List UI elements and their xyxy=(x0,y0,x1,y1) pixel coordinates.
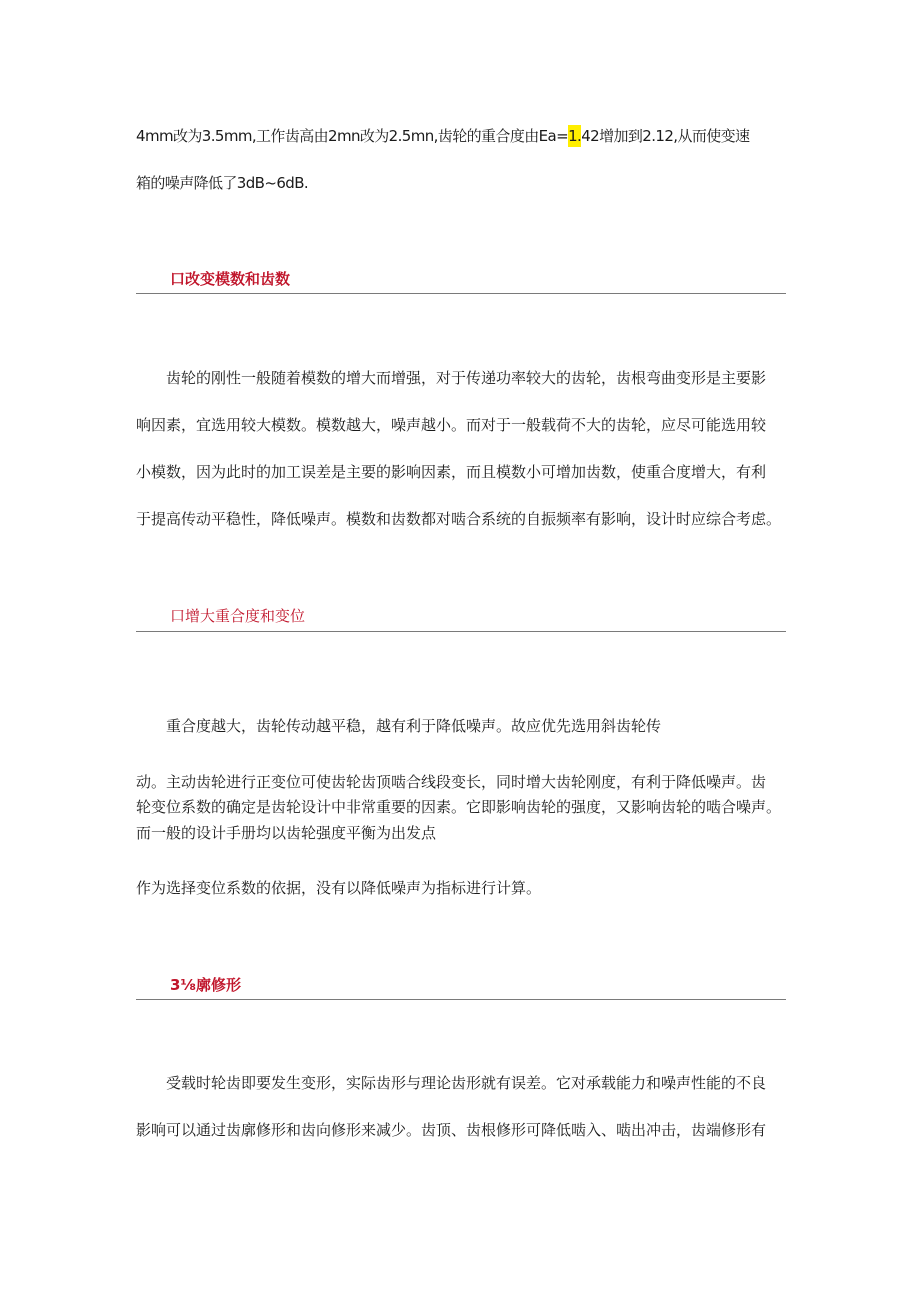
intro-text-post: 42增加到2.12,从而使变速 xyxy=(581,127,750,145)
paragraph-line: 响因素，宜选用较大模数。模数越大，噪声越小。而对于一般载荷不大的齿轮，应尽可能选用较 xyxy=(136,416,767,434)
intro-line-2: 箱的噪声降低了3dB~6dB. xyxy=(136,174,309,192)
paragraph-line: 小模数，因为此时的加工误差是主要的影响因素，而且模数小可增加齿数，使重合度增大，有利 xyxy=(136,463,767,481)
section-heading-modulus: 口改变模数和齿数 xyxy=(170,270,291,288)
paragraph-line: 重合度越大，齿轮传动越平稳，越有利于降低噪声。故应优先选用斜齿轮传 xyxy=(136,717,662,735)
intro-line-1 xyxy=(136,126,749,146)
paragraph-line: 影响可以通过齿廓修形和齿向修形来减少。齿顶、齿根修形可降低啮入、啮出冲击，齿端修形有 xyxy=(136,1121,767,1139)
paragraph-line: 动。主动齿轮进行正变位可使齿轮齿顶啮合线段变长，同时增大齿轮刚度，有利于降低噪声。齿 xyxy=(136,773,767,791)
section-divider xyxy=(136,631,786,632)
paragraph-line: 齿轮的刚性一般随着模数的增大而增强，对于传递功率较大的齿轮，齿根弯曲变形是主要影 xyxy=(136,369,767,387)
paragraph-line: 于提高传动平稳性，降低噪声。模数和齿数都对啮合系统的自振频率有影响，设计时应综合考虑。 xyxy=(136,510,782,528)
section-divider xyxy=(136,999,786,1000)
section-divider xyxy=(136,293,786,294)
intro-text-pre: 4mm改为3.5mm,工作齿高由2mn改为2.5mn,齿轮的重合度由Ea= xyxy=(136,127,569,145)
paragraph-line: 受载时轮齿即要发生变形，实际齿形与理论齿形就有误差。它对承载能力和噪声性能的不良 xyxy=(136,1074,767,1092)
section-heading-profile-modification: 3⅛廓修形 xyxy=(170,976,241,994)
paragraph-line: 轮变位系数的确定是齿轮设计中非常重要的因素。它即影响齿轮的强度，又影响齿轮的啮合噪声。 xyxy=(136,798,782,816)
highlighted-text: 1. xyxy=(568,127,582,145)
paragraph-line: 作为选择变位系数的依据，没有以降低噪声为指标进行计算。 xyxy=(136,879,542,897)
section-heading-contact-ratio: 口增大重合度和变位 xyxy=(170,607,306,625)
paragraph-line: 而一般的设计手册均以齿轮强度平衡为出发点 xyxy=(136,824,437,842)
